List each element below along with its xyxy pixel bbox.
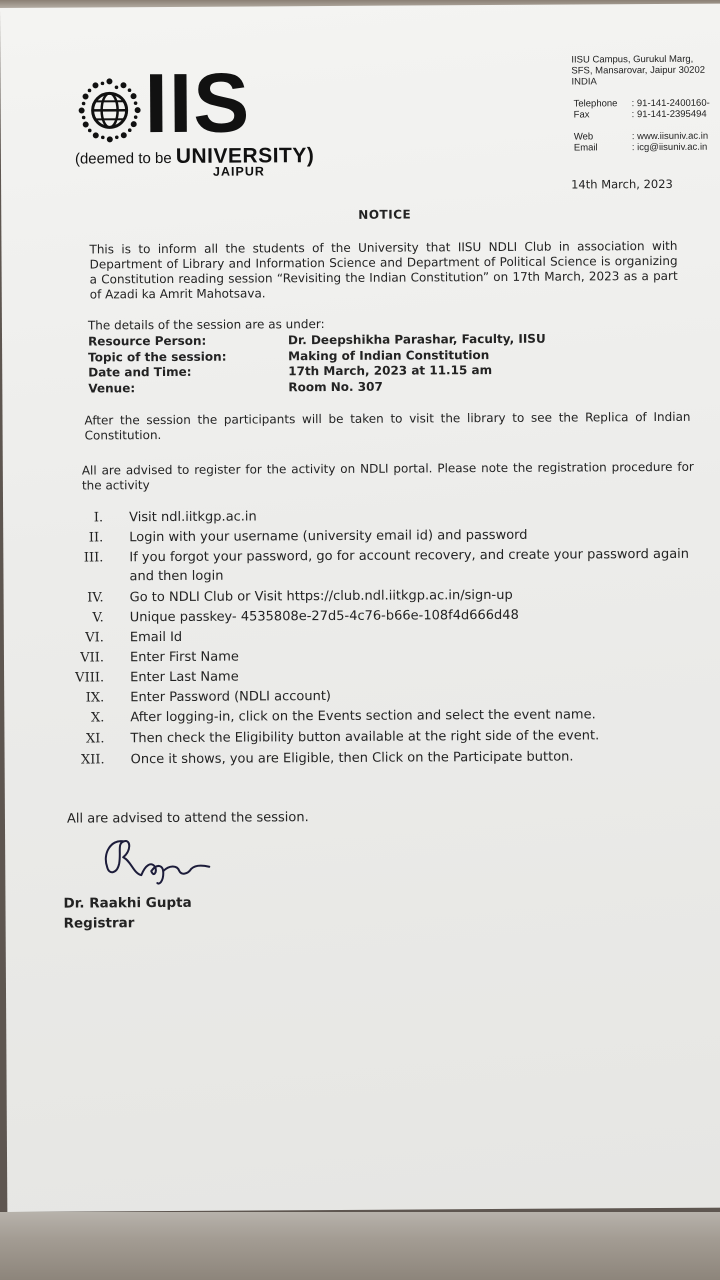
logo-city: JAIPUR — [212, 164, 265, 179]
step-number: II. — [88, 530, 104, 546]
globe-emblem-icon — [74, 75, 144, 145]
step-text: Go to NDLI Club or Visit https://club.ndl.iitkgp.ac.in/sign-up — [129, 587, 513, 606]
fax-label: Fax — [573, 109, 590, 121]
step-text: Then check the Eligibility button available at the right side of the event. — [130, 728, 600, 747]
logo-deemed-text: (deemed to be — [74, 149, 172, 168]
detail-label: Venue: — [88, 381, 136, 396]
step-number: III. — [83, 550, 104, 566]
intro-paragraph: This is to inform all the students of the University that IISU NDLI Club in association with Department of Library and Information Science and Department of Political Science is organizing a Constitution reading session “Revisiting the Indian Constitution” on 17th March, 2023 as a part of Azadi ka Amrit Mahotsava. — [89, 238, 678, 302]
after-session-paragraph: After the session the participants will be taken to visit the library to see the Replica of Indian Constitution. — [84, 409, 691, 443]
detail-label: Topic of the session: — [88, 349, 227, 365]
signatory-name: Dr. Raakhi Gupta — [63, 894, 192, 912]
signatory-title: Registrar — [63, 915, 135, 932]
step-text: and then login — [129, 568, 224, 585]
address-line: IISU Campus, Gurukul Marg, — [571, 53, 694, 66]
web-contact — [574, 131, 709, 154]
detail-label: Resource Person: — [87, 333, 207, 349]
step-text: Unique passkey- 4535808e-27d5-4c76-b66e-108f4d666d48 — [129, 607, 519, 626]
step-number: I. — [93, 510, 104, 526]
notice-date: 14th March, 2023 — [571, 176, 673, 192]
step-number: VIII. — [75, 670, 105, 686]
background-bottom — [0, 1212, 720, 1280]
handwritten-signature — [97, 835, 217, 888]
fax-value: : 91-141-2395494 — [631, 108, 707, 121]
step-text: After logging-in, click on the Events section and select the event name. — [130, 707, 596, 726]
step-text: Visit ndl.iitkgp.ac.in — [129, 509, 257, 526]
step-text: Enter Password (NDLI account) — [130, 688, 332, 706]
step-text: If you forgot your password, go for account recovery, and create your password again — [129, 546, 690, 566]
step-number: XII. — [80, 752, 105, 768]
logo-university-text: UNIVERSITY) — [175, 144, 315, 168]
closing-line: All are advised to attend the session. — [66, 810, 309, 827]
step-number: VI. — [85, 630, 104, 646]
step-number: X. — [90, 710, 105, 726]
detail-value: 17th March, 2023 at 11.15 am — [288, 363, 493, 379]
signatory-block — [63, 893, 191, 934]
step-text: Once it shows, you are Eligible, then Click on the Participate button. — [130, 749, 574, 768]
step-number: VII. — [80, 650, 105, 666]
notice-title: NOTICE — [358, 207, 412, 222]
address-line: INDIA — [571, 76, 597, 88]
logo-wordmark: IIS — [144, 55, 251, 151]
web-value: : www.iisuniv.ac.in — [631, 130, 709, 143]
detail-value: Dr. Deepshikha Parashar, Faculty, IISU — [287, 331, 546, 348]
step-number: V. — [92, 610, 104, 626]
step-number: IX. — [85, 690, 105, 706]
email-label: Email — [573, 142, 598, 154]
university-logo — [72, 55, 315, 183]
detail-value: Making of Indian Constitution — [288, 348, 490, 364]
email-value: : icg@iisuniv.ac.in — [631, 141, 708, 154]
step-text: Email Id — [129, 629, 183, 646]
step-number: XI. — [85, 731, 105, 747]
detail-label: Date and Time: — [88, 364, 192, 380]
registration-paragraph: All are advised to register for the activity on NDLI portal. Please note the registration procedure for the activity — [81, 459, 694, 493]
logo-subtitle — [75, 144, 315, 169]
step-text: Enter Last Name — [130, 669, 239, 686]
telephone-label: Telephone — [573, 98, 618, 110]
web-label: Web — [573, 131, 594, 143]
detail-value: Room No. 307 — [288, 379, 383, 395]
notice-document — [0, 4, 720, 1212]
telephone-value: : 91-141-2400160- — [631, 97, 710, 110]
step-text: Login with your username (university email id) and password — [129, 527, 528, 546]
step-number: IV. — [87, 590, 104, 606]
step-text: Enter First Name — [129, 649, 239, 666]
details-heading: The details of the session are as under: — [87, 317, 325, 333]
phone-contact — [574, 98, 710, 121]
university-address — [571, 54, 705, 88]
address-line: SFS, Mansarovar, Jaipur 30202 — [571, 64, 706, 77]
